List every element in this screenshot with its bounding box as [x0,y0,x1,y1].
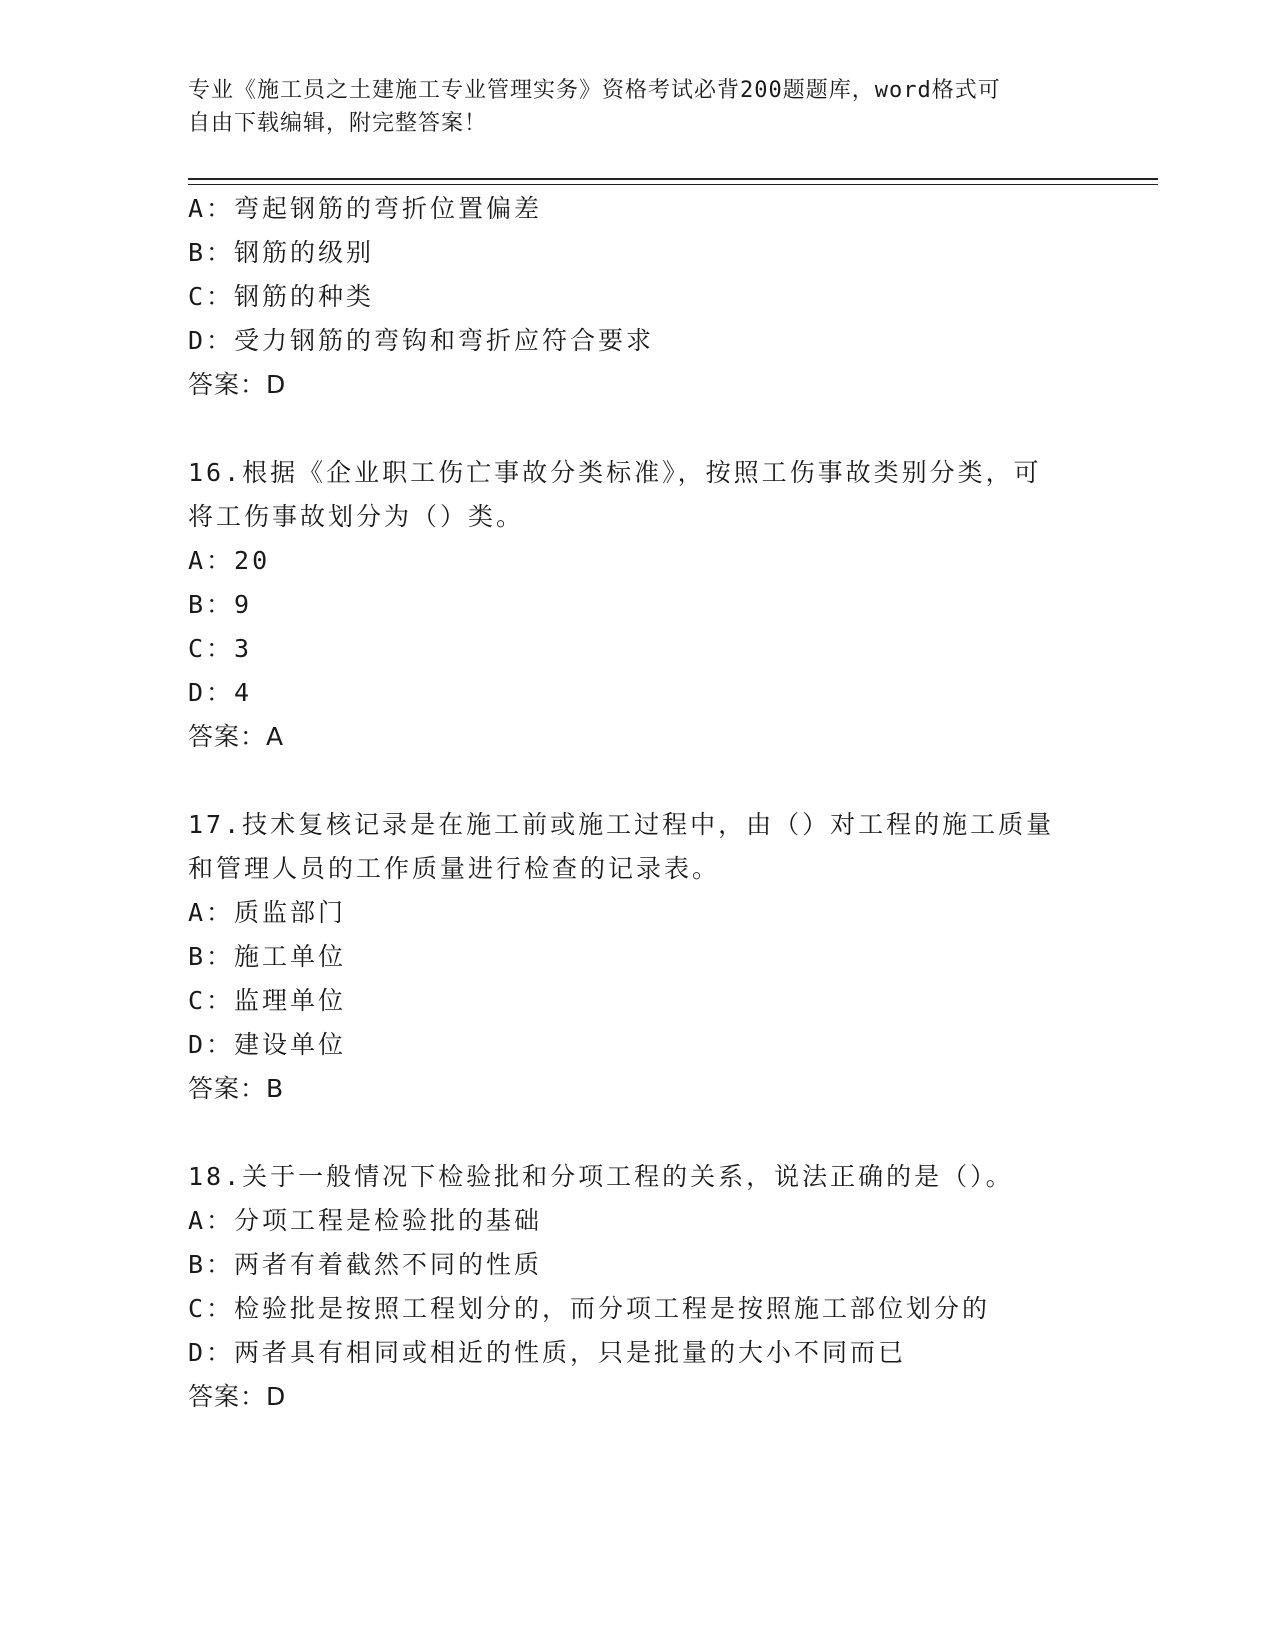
q18-option-a: A：分项工程是检验批的基础 [188,1206,543,1235]
q15-answer: 答案：D [188,370,287,399]
header-divider-thin [188,184,1158,185]
q17-option-a: A：质监部门 [188,898,347,927]
q17-option-c: C：监理单位 [188,986,347,1015]
header-divider-thick [188,178,1158,180]
header-line-1: 专业《施工员之土建施工专业管理实务》资格考试必背200题题库，word格式可 [188,78,1001,103]
q15-option-c: C：钢筋的种类 [188,282,375,311]
q17-stem-line-1: 17.技术复核记录是在施工前或施工过程中，由（）对工程的施工质量 [188,810,1055,839]
header-line-2: 自由下载编辑，附完整答案！ [188,111,488,136]
q17-option-d: D：建设单位 [188,1030,347,1059]
document-header [188,74,1068,140]
q16-option-c: C：3 [188,634,253,663]
q16-stem-line-2: 将工伤事故划分为（）类。 [188,502,525,531]
q16-stem-line-1: 16.根据《企业职工伤亡事故分类标准》，按照工伤事故类别分类，可 [188,458,1042,487]
q15-option-d: D：受力钢筋的弯钩和弯折应符合要求 [188,326,655,355]
q16-answer: 答案：A [188,722,285,751]
q18-option-c: C：检验批是按照工程划分的，而分项工程是按照施工部位划分的 [188,1294,991,1323]
q17-option-b: B：施工单位 [188,942,347,971]
q15-option-a: A：弯起钢筋的弯折位置偏差 [188,194,543,223]
q16-option-d: D：4 [188,678,253,707]
q18-option-d: D：两者具有相同或相近的性质，只是批量的大小不同而已 [188,1338,907,1367]
q18-answer: 答案：D [188,1382,287,1411]
q17-stem-line-2: 和管理人员的工作质量进行检查的记录表。 [188,854,721,883]
q16-option-b: B：9 [188,590,253,619]
q18-option-b: B：两者有着截然不同的性质 [188,1250,543,1279]
q18-stem-line-1: 18.关于一般情况下检验批和分项工程的关系，说法正确的是（）。 [188,1162,1014,1191]
q15-option-b: B：钢筋的级别 [188,238,375,267]
q16-option-a: A：20 [188,546,271,575]
q17-answer: 答案：B [188,1074,285,1103]
